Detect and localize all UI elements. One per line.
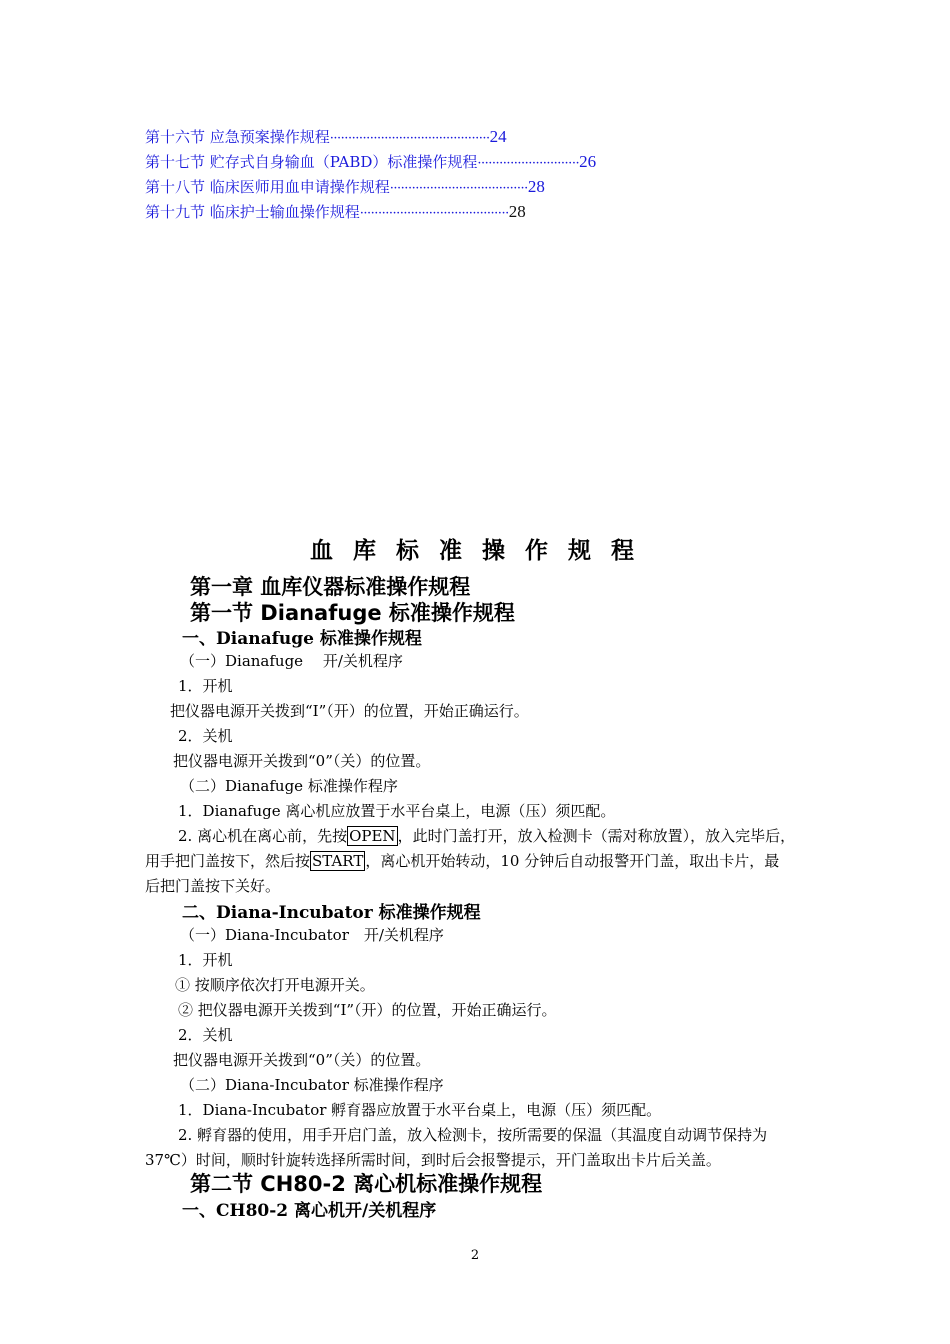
subsection-heading: 一、Dianafuge 标准操作规程 <box>182 629 422 649</box>
procedure-subheading: （一）Dianafuge 开/关机程序 <box>180 652 403 670</box>
toc-entry[interactable] <box>145 124 596 149</box>
paragraph-text: ，此时门盖打开，放入检测卡（需对称放置），放入完毕后， <box>397 827 796 845</box>
subsection-heading: 二、Diana-Incubator 标准操作规程 <box>182 903 481 923</box>
toc-entry-page: 26 <box>579 152 597 171</box>
paragraph: 1．Dianafuge 离心机应放置于水平台桌上，电源（压）须匹配。 <box>178 802 616 820</box>
paragraph <box>145 850 779 871</box>
paragraph: ② 把仪器电源开关拨到“Ⅰ”（开）的位置，开始正确运行。 <box>178 1001 557 1019</box>
open-key-label: OPEN <box>349 827 396 845</box>
subsection-heading: 一、CH80-2 离心机开/关机程序 <box>182 1201 437 1221</box>
step-label: 1．开机 <box>178 677 233 695</box>
paragraph: 2. 孵育器的使用，用手开启门盖，放入检测卡，按所需要的保温（其温度自动调节保持为 <box>178 1126 768 1144</box>
paragraph: 把仪器电源开关拨到“0”（关）的位置。 <box>173 1051 431 1069</box>
toc-entry-leader: ········································· <box>359 206 509 221</box>
paragraph-text: ，离心机开始转动，10 分钟后自动报警开门盖，取出卡片，最 <box>365 852 780 870</box>
toc-entry-title: 第十八节 临床医师用血申请操作规程 <box>145 178 390 196</box>
toc-entry-page: 28 <box>527 177 545 196</box>
procedure-subheading: （二）Dianafuge 标准操作程序 <box>180 777 398 795</box>
toc-entry-title: 第十六节 应急预案操作规程 <box>145 128 330 146</box>
paragraph: 把仪器电源开关拨到“Ⅰ”（开）的位置，开始正确运行。 <box>170 702 529 720</box>
paragraph <box>178 825 795 846</box>
page-number: 2 <box>470 1248 480 1263</box>
document-title: 血 库 标 准 操 作 规 程 <box>309 538 641 564</box>
paragraph: 37℃）时间，顺时针旋转选择所需时间，到时后会报警提示，开门盖取出卡片后关盖。 <box>145 1151 721 1169</box>
section-heading: 第二节 CH80-2 离心机标准操作规程 <box>190 1172 543 1196</box>
paragraph-text: 2. 离心机在离心前，先按 <box>178 827 348 845</box>
chapter-heading: 第一章 血库仪器标准操作规程 <box>190 575 471 599</box>
toc-entry-leader: ············································ <box>329 131 490 146</box>
paragraph: 把仪器电源开关拨到“0”（关）的位置。 <box>173 752 431 770</box>
toc-entry-page: 24 <box>489 127 507 146</box>
procedure-subheading: （二）Diana-Incubator 标准操作程序 <box>180 1076 444 1094</box>
toc-entry[interactable] <box>145 149 596 174</box>
start-key-label: START <box>312 852 364 870</box>
procedure-subheading: （一）Diana-Incubator 开/关机程序 <box>180 926 444 944</box>
toc-entry[interactable] <box>145 174 596 199</box>
section-heading: 第一节 Dianafuge 标准操作规程 <box>190 601 515 625</box>
toc-entry[interactable] <box>145 199 596 224</box>
step-label: 2．关机 <box>178 1026 233 1044</box>
paragraph-text: 用手把门盖按下，然后按 <box>145 852 311 870</box>
toc-entry-title: 第十七节 贮存式自身输血（PABD）标准操作规程 <box>145 153 478 171</box>
toc-entry-title: 第十九节 临床护士输血操作规程 <box>145 203 360 221</box>
step-label: 2．关机 <box>178 727 233 745</box>
toc-entry-leader: ···························· <box>477 156 580 171</box>
paragraph: 1．Diana-Incubator 孵育器应放置于水平台桌上，电源（压）须匹配。 <box>178 1101 662 1119</box>
table-of-contents <box>145 124 596 224</box>
paragraph: ① 按顺序依次打开电源开关。 <box>175 976 375 994</box>
paragraph: 后把门盖按下关好。 <box>145 877 281 895</box>
step-label: 1．开机 <box>178 951 233 969</box>
toc-entry-leader: ······································ <box>389 181 528 196</box>
toc-entry-page: 28 <box>508 202 526 221</box>
